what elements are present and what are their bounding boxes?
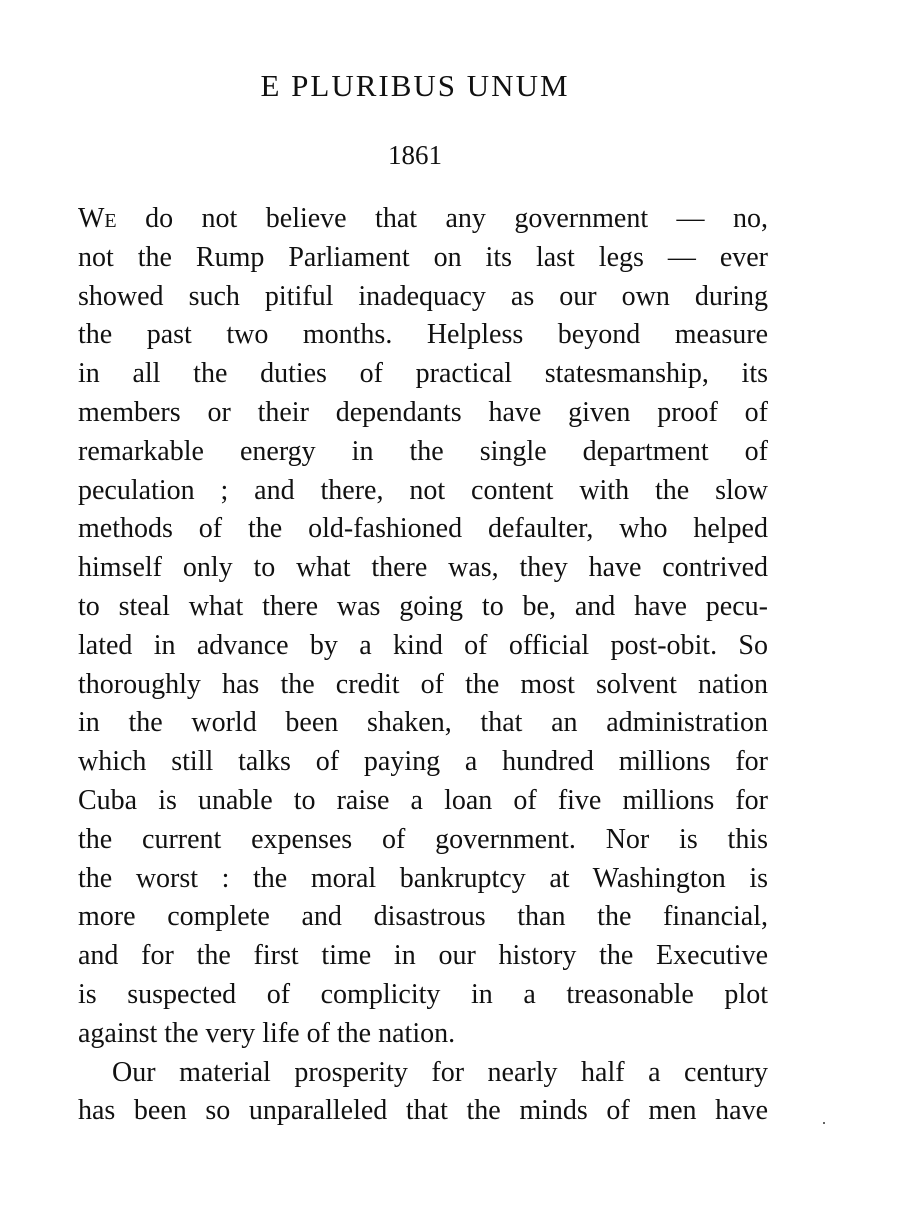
text-line: which still talks of paying a hundred millions for: [78, 746, 768, 778]
essay-body: [78, 200, 768, 1131]
text-line: Cuba is unable to raise a loan of five millions for: [78, 784, 768, 816]
text-line: the current expenses of government. Nor is this: [78, 823, 768, 855]
lead-caps: We: [78, 203, 117, 234]
text-line: methods of the old-fashioned defaulter, who helped: [78, 513, 768, 545]
line-text: do not believe that any government — no,: [116, 203, 768, 234]
text-line: members or their dependants have given proof of: [78, 396, 768, 428]
text-line: against the very life of the nation.: [78, 1017, 456, 1049]
text-line: in all the duties of practical statesmanship, its: [78, 358, 768, 390]
text-line: lated in advance by a kind of official post-obit. So: [78, 629, 768, 661]
text-line: has been so unparalleled that the minds of men have: [78, 1095, 768, 1127]
text-line: and for the first time in our history the Executive: [78, 940, 768, 972]
text-line: the worst : the moral bankruptcy at Washington is: [78, 862, 768, 894]
print-speck: [823, 1122, 825, 1124]
text-line: Our material prosperity for nearly half a century: [112, 1056, 768, 1088]
text-line: in the world been shaken, that an administration: [78, 707, 768, 739]
text-line: more complete and disastrous than the financial,: [78, 901, 768, 933]
essay-year: 1861: [388, 140, 442, 170]
text-line: not the Rump Parliament on its last legs — ever: [78, 241, 768, 273]
essay-title: E PLURIBUS UNUM: [260, 68, 570, 103]
text-line: thoroughly has the credit of the most solvent nation: [78, 668, 768, 700]
text-line: himself only to what there was, they have contrived: [78, 552, 768, 584]
text-line: to steal what there was going to be, and have pecu-: [78, 590, 768, 622]
text-line: is suspected of complicity in a treasonable plot: [78, 978, 768, 1010]
text-line: [78, 200, 768, 239]
text-line: showed such pitiful inadequacy as our own during: [78, 280, 768, 312]
text-line: the past two months. Helpless beyond measure: [78, 319, 768, 351]
text-line: remarkable energy in the single department of: [78, 435, 768, 467]
text-line: peculation ; and there, not content with the slow: [78, 474, 768, 506]
